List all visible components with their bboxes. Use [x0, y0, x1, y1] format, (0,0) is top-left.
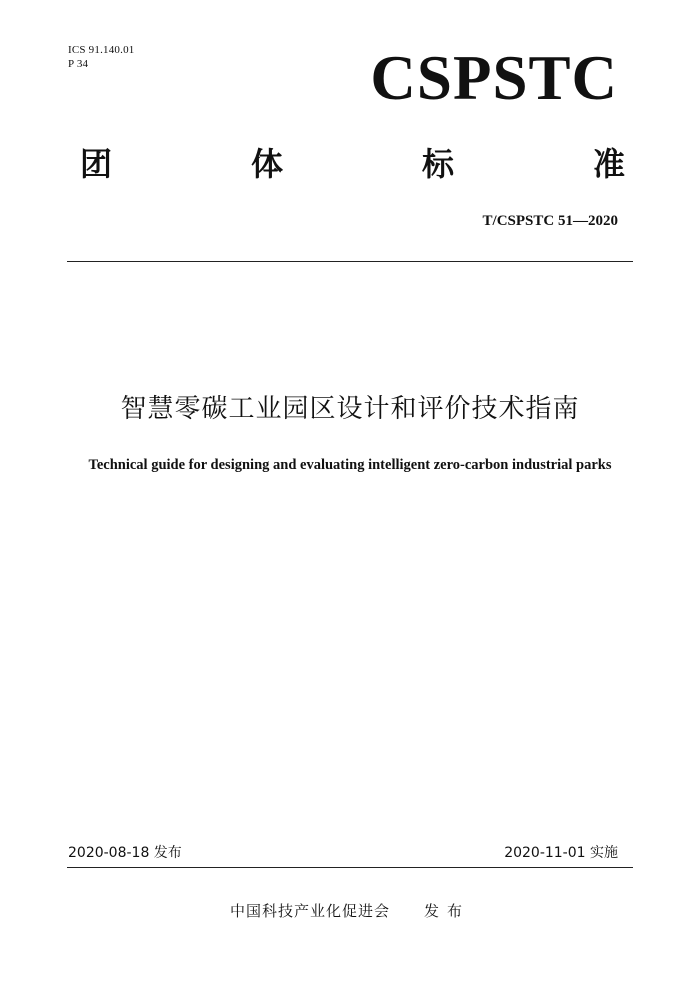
- standard-type-char: 标: [421, 145, 454, 183]
- publisher-action: 发布: [424, 902, 471, 920]
- standard-number: T/CSPSTC 51—2020: [482, 213, 618, 229]
- standard-type-char: 团: [80, 145, 113, 183]
- top-divider: [67, 261, 633, 262]
- document-title-english: Technical guide for designing and evaluating intelligent zero-carbon industrial parks: [88, 457, 612, 473]
- publisher-line: [0, 900, 700, 922]
- brand-logo-text: CSPSTC: [370, 43, 618, 113]
- bottom-divider: [67, 867, 633, 868]
- document-title-chinese: 智慧零碳工业园区设计和评价技术指南: [120, 394, 580, 424]
- publisher-organization: 中国科技产业化促进会: [229, 902, 390, 920]
- ics-code: ICS 91.140.01: [68, 44, 135, 56]
- standard-type-char: 准: [592, 145, 625, 183]
- ccs-code: P 34: [68, 58, 89, 70]
- standard-type-heading: [80, 142, 625, 186]
- standard-type-char: 体: [250, 145, 283, 183]
- implementation-date: 2020-11-01 实施: [504, 845, 618, 861]
- issue-date: 2020-08-18 发布: [68, 845, 182, 861]
